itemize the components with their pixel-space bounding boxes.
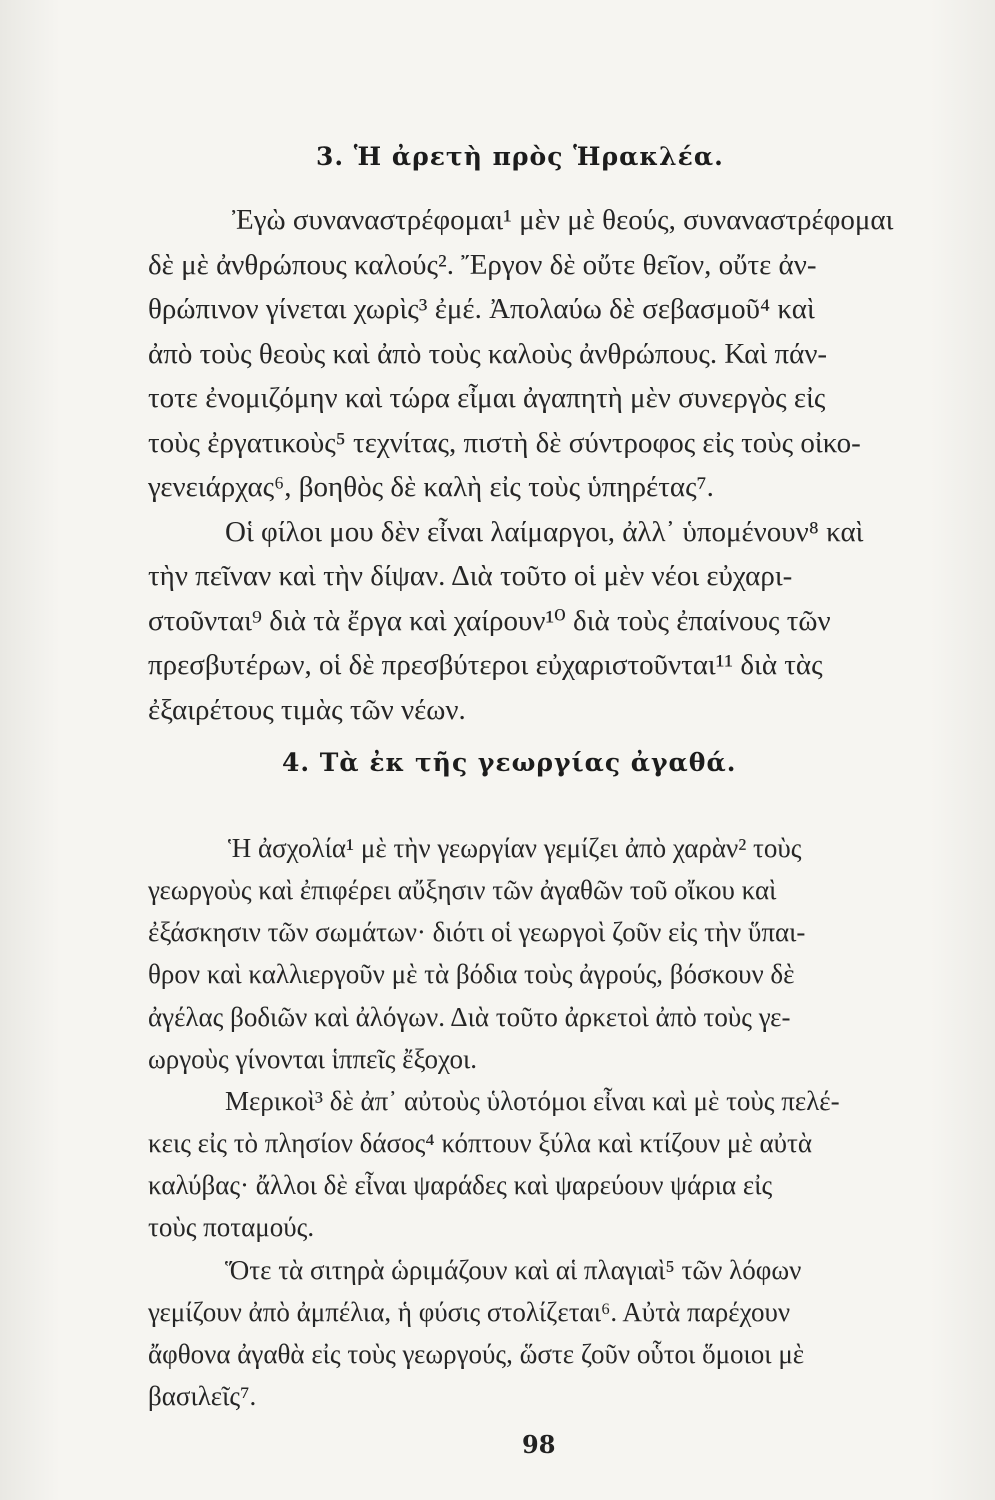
section-4-title: 4. Τὰ ἐκ τῆς γεωργίας ἀγαθά.: [282, 748, 737, 777]
text-line: Οἱ φίλοι μου δὲν εἶναι λαίμαργοι, ἀλλ᾽ ὑπομένουν⁸ καὶ: [225, 516, 864, 548]
text-line: ἄφθονα ἀγαθὰ εἰς τοὺς γεωργούς, ὥστε ζοῦν οὗτοι ὅμοιοι μὲ: [148, 1339, 805, 1369]
text-line: τὴν πεῖναν καὶ τὴν δίψαν. Διὰ τοῦτο οἱ μὲν νέοι εὐχαρι-: [148, 560, 793, 592]
text-line: καλύβας· ἄλλοι δὲ εἶναι ψαράδες καὶ ψαρεύουν ψάρια εἰς: [148, 1170, 773, 1200]
text-line: κεις εἰς τὸ πλησίον δάσος⁴ κόπτουν ξύλα καὶ κτίζουν μὲ αὐτὰ: [148, 1128, 812, 1158]
text-line: δὲ μὲ ἀνθρώπους καλούς². Ἔργον δὲ οὔτε θεῖον, οὔτε ἀν-: [148, 249, 817, 281]
text-line: Ὅτε τὰ σιτηρὰ ὡριμάζουν καὶ αἱ πλαγιαὶ⁵ τῶν λόφων: [225, 1255, 802, 1285]
section-3-title: 3. Ἡ ἀρετὴ πρὸς Ἡρακλέα.: [316, 142, 724, 171]
text-line: ἀγέλας βοδιῶν καὶ ἀλόγων. Διὰ τοῦτο ἀρκετοὶ ἀπὸ τοὺς γε-: [148, 1002, 791, 1032]
text-line: Μερικοὶ³ δὲ ἀπ᾽ αὐτοὺς ὑλοτόμοι εἶναι καὶ μὲ τοὺς πελέ-: [225, 1086, 840, 1116]
text-line: γεμίζουν ἀπὸ ἀμπέλια, ἡ φύσις στολίζεται⁶. Αὐτὰ παρέχουν: [148, 1297, 791, 1327]
text-line: τοὺς ἐργατικοὺς⁵ τεχνίτας, πιστὴ δὲ σύντροφος εἰς τοὺς οἰκο-: [148, 427, 861, 459]
text-line: ἐξαιρέτους τιμὰς τῶν νέων.: [148, 694, 466, 726]
text-line: τοτε ἐνομιζόμην καὶ τώρα εἶμαι ἀγαπητὴ μὲν συνεργὸς εἰς: [148, 382, 826, 414]
text-line: Ἡ ἀσχολία¹ μὲ τὴν γεωργίαν γεμίζει ἀπὸ χαρὰν² τοὺς: [228, 833, 802, 863]
text-line: βασιλεῖς⁷.: [148, 1381, 257, 1411]
text-line: θρον καὶ καλλιεργοῦν μὲ τὰ βόδια τοὺς ἀγρούς, βόσκουν δὲ: [148, 959, 795, 989]
text-line: ἀπὸ τοὺς θεοὺς καὶ ἀπὸ τοὺς καλοὺς ἀνθρώπους. Καὶ πάν-: [148, 338, 828, 370]
text-line: θρώπινον γίνεται χωρὶς³ ἐμέ. Ἀπολαύω δὲ σεβασμοῦ⁴ καὶ: [148, 293, 815, 325]
text-line: στοῦνται⁹ διὰ τὰ ἔργα καὶ χαίρουν¹⁰ διὰ τοὺς ἐπαίνους τῶν: [148, 605, 831, 637]
page-number: 98: [522, 1430, 556, 1459]
text-line: γενειάρχας⁶, βοηθὸς δὲ καλὴ εἰς τοὺς ὑπηρέτας⁷.: [148, 471, 714, 503]
text-line: Ἐγὼ συναναστρέφομαι¹ μὲν μὲ θεούς, συναναστρέφομαι: [232, 204, 894, 236]
text-line: πρεσβυτέρων, οἱ δὲ πρεσβύτεροι εὐχαριστοῦνται¹¹ διὰ τὰς: [148, 649, 823, 681]
text-line: ωργοὺς γίνονται ἱππεῖς ἔξοχοι.: [148, 1044, 477, 1074]
text-line: γεωργοὺς καὶ ἐπιφέρει αὔξησιν τῶν ἀγαθῶν τοῦ οἴκου καὶ: [148, 875, 777, 905]
text-line: ἐξάσκησιν τῶν σωμάτων· διότι οἱ γεωργοὶ ζοῦν εἰς τὴν ὕπαι-: [148, 917, 806, 947]
text-line: τοὺς ποταμούς.: [148, 1212, 315, 1242]
